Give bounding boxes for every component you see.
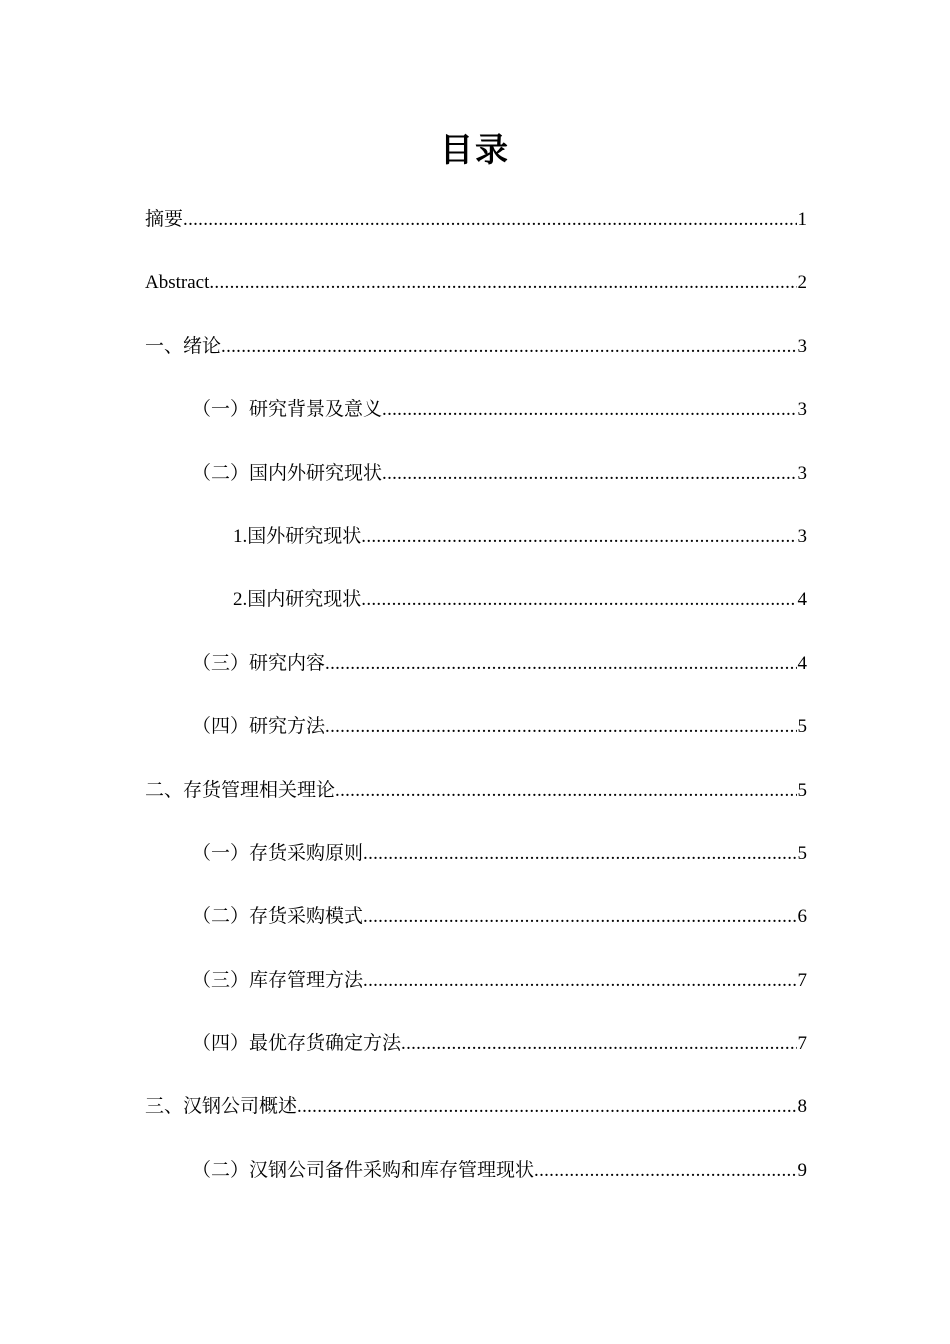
toc-dot-leader: [363, 832, 796, 876]
toc-entry-label: 三、汉钢公司概述: [145, 1096, 298, 1118]
toc-dot-leader: [209, 261, 796, 305]
toc-entry[interactable]: [145, 515, 807, 578]
toc-entry-label: （三）研究内容: [192, 652, 326, 674]
toc-entry[interactable]: [145, 578, 807, 641]
toc-dot-leader: [363, 959, 796, 1003]
toc-entry-label: （二）汉钢公司备件采购和库存管理现状: [192, 1159, 535, 1181]
toc-dot-leader: [297, 1085, 796, 1129]
toc-page-number: 5: [797, 842, 807, 864]
table-of-contents: [145, 198, 807, 1212]
toc-entry-label: （四）最优存货确定方法: [192, 1033, 402, 1055]
toc-entry[interactable]: [145, 198, 807, 261]
toc-entry-label: （四）研究方法: [192, 716, 326, 738]
toc-entry[interactable]: [145, 261, 807, 324]
toc-entry-label: 二、存货管理相关理论: [145, 779, 336, 801]
toc-page-number: 8: [797, 1096, 807, 1118]
toc-entry-label: 一、绪论: [145, 335, 222, 357]
toc-page-number: 3: [797, 399, 807, 421]
toc-dot-leader: [363, 895, 796, 939]
toc-page-number: 2: [797, 272, 807, 294]
toc-page-number: 4: [797, 652, 807, 674]
toc-entry-label: （二）存货采购模式: [192, 906, 364, 928]
page-title: 目录: [440, 130, 510, 169]
toc-dot-leader: [335, 769, 796, 813]
toc-entry[interactable]: [145, 895, 807, 958]
toc-entry[interactable]: [145, 832, 807, 895]
toc-page-number: 9: [797, 1159, 807, 1181]
toc-entry[interactable]: [145, 705, 807, 768]
toc-page-number: 3: [797, 525, 807, 547]
toc-entry[interactable]: [145, 388, 807, 451]
toc-entry-label: Abstract: [145, 272, 210, 294]
toc-entry[interactable]: [145, 959, 807, 1022]
toc-entry[interactable]: [145, 1085, 807, 1148]
toc-page-number: 5: [797, 716, 807, 738]
toc-entry[interactable]: [145, 1149, 807, 1212]
toc-page-number: 3: [797, 462, 807, 484]
toc-entry-label: 1.国外研究现状: [233, 525, 362, 547]
toc-page-number: 4: [797, 589, 807, 611]
toc-entry[interactable]: [145, 642, 807, 705]
toc-page-number: 1: [797, 209, 807, 230]
toc-entry[interactable]: [145, 325, 807, 388]
toc-dot-leader: [361, 578, 796, 622]
toc-entry[interactable]: [145, 1022, 807, 1085]
toc-dot-leader: [534, 1149, 796, 1193]
toc-entry[interactable]: [145, 769, 807, 832]
toc-entry-label: 2.国内研究现状: [233, 589, 362, 611]
toc-page-number: 7: [797, 969, 807, 991]
toc-page-number: 6: [797, 906, 807, 928]
toc-dot-leader: [401, 1022, 796, 1066]
toc-dot-leader: [361, 515, 796, 559]
toc-entry-label: （二）国内外研究现状: [192, 462, 383, 484]
toc-dot-leader: [325, 642, 796, 686]
toc-dot-leader: [325, 705, 796, 749]
toc-entry-label: 摘要: [145, 209, 184, 230]
toc-entry-label: （三）库存管理方法: [192, 969, 364, 991]
toc-dot-leader: [221, 325, 796, 369]
toc-page-number: 3: [797, 335, 807, 357]
toc-page-number: 7: [797, 1033, 807, 1055]
toc-entry-label: （一）研究背景及意义: [192, 399, 383, 421]
toc-page-number: 5: [797, 779, 807, 801]
toc-dot-leader: [382, 388, 796, 432]
toc-dot-leader: [382, 452, 796, 496]
toc-entry[interactable]: [145, 452, 807, 515]
toc-entry-label: （一）存货采购原则: [192, 842, 364, 864]
toc-dot-leader: [183, 198, 796, 242]
